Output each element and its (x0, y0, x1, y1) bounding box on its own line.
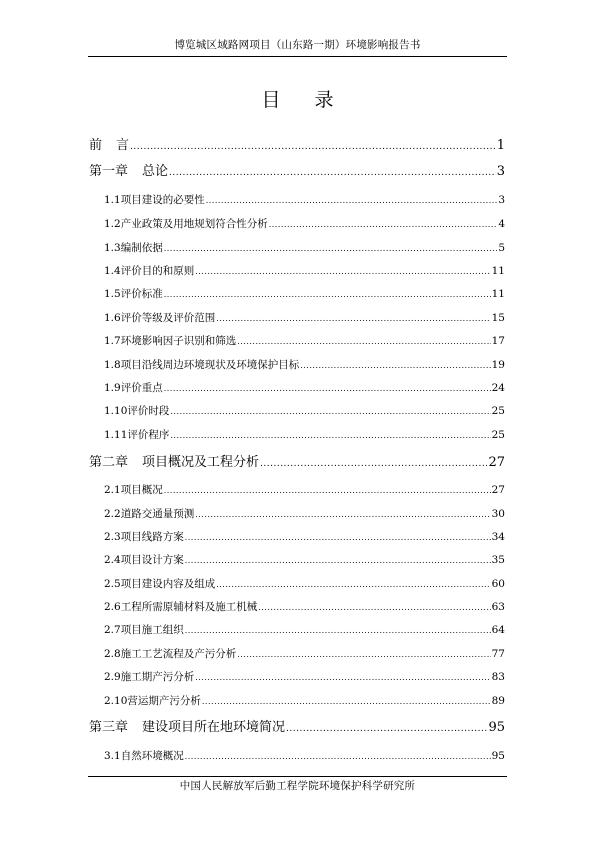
toc-entry-number: 1.4 (104, 265, 121, 277)
toc-entry-page-number: 34 (491, 531, 505, 543)
toc-entry-page-number: 25 (491, 429, 505, 441)
toc-entry[interactable] (104, 623, 505, 638)
toc-dot-leader (195, 507, 490, 522)
toc-entry[interactable] (104, 193, 505, 208)
header-rule (88, 56, 507, 57)
toc-entry[interactable] (104, 334, 505, 349)
toc-dot-leader (185, 749, 491, 764)
toc-title: 目 录 (261, 89, 348, 111)
toc-entry-number: 1.7 (104, 335, 121, 347)
toc-entry[interactable] (104, 530, 505, 545)
toc-entry-title: 评价重点 (120, 382, 163, 394)
toc-dot-leader (185, 623, 491, 638)
toc-entry-number: 2.9 (104, 671, 121, 683)
toc-dot-leader (195, 264, 490, 279)
toc-entry-number: 2.5 (104, 578, 121, 590)
toc-entry-number: 2.10 (104, 695, 128, 707)
toc-entry-number: 第三章 (89, 720, 129, 735)
toc-entry-title: 项目概况及工程分析 (142, 455, 260, 470)
toc-entry-title: 道路交通量预测 (120, 508, 195, 520)
toc-entry-page-number: 24 (491, 382, 505, 394)
toc-dot-leader (202, 694, 491, 709)
toc-entry-page-number: 3 (498, 194, 505, 206)
toc-entry-page-number: 3 (496, 164, 505, 179)
toc-entry-title: 产业政策及用地规划符合性分析 (120, 218, 268, 230)
toc-entry-title: 评价时段 (127, 405, 170, 417)
toc-entry-title: 自然环境概况 (120, 750, 184, 762)
toc-entry-title: 项目概况 (120, 484, 163, 496)
toc-dot-leader (216, 577, 490, 592)
toc-dot-leader (206, 193, 498, 208)
toc-dot-leader (185, 553, 491, 568)
toc-dot-leader (185, 530, 491, 545)
toc-entry[interactable] (104, 670, 505, 685)
toc-entry[interactable] (104, 217, 505, 232)
page-header: 博览城区域路网项目（山东路一期）环境影响报告书 (174, 39, 421, 51)
toc-dot-leader (164, 287, 491, 302)
toc-entry-page-number: 5 (498, 242, 505, 254)
toc-entry-number: 1.3 (104, 242, 121, 254)
toc-entry-number: 2.1 (104, 484, 121, 496)
toc-entry-number: 2.7 (104, 624, 121, 636)
toc-dot-leader (237, 647, 490, 662)
toc-entry[interactable] (104, 311, 505, 326)
toc-dot-leader (258, 600, 490, 615)
toc-entry-title: 施工工艺流程及产污分析 (120, 648, 237, 660)
toc-dot-leader (164, 381, 491, 396)
toc-dot-leader (164, 241, 498, 256)
toc-entry-page-number: 27 (491, 484, 505, 496)
toc-entry-page-number: 63 (491, 601, 505, 613)
toc-dot-leader (300, 358, 490, 373)
toc-dot-leader (216, 311, 490, 326)
toc-dot-leader (195, 670, 490, 685)
toc-entry-title: 项目设计方案 (120, 554, 184, 566)
toc-entry[interactable] (104, 483, 505, 498)
page-footer: 中国人民解放军后勤工程学院环境保护科学研究所 (179, 780, 416, 792)
toc-entry-number: 2.3 (104, 531, 121, 543)
toc-entry[interactable] (104, 404, 505, 419)
toc-entry-page-number: 77 (491, 648, 505, 660)
toc-dot-leader (260, 455, 487, 473)
toc-entry[interactable] (104, 577, 505, 592)
toc-entry-title: 施工期产污分析 (120, 671, 195, 683)
toc-dot-leader (164, 483, 491, 498)
toc-dot-leader (170, 404, 490, 419)
toc-entry-page-number: 60 (491, 578, 505, 590)
toc-entry[interactable] (104, 507, 505, 522)
toc-entry-title: 建设项目所在地环境简况 (142, 720, 286, 735)
toc-entry-number: 1.5 (104, 288, 121, 300)
toc-dot-leader (169, 164, 496, 182)
toc-entry-page-number: 89 (491, 695, 505, 707)
toc-entry-number: 第二章 (89, 455, 129, 470)
toc-dot-leader (269, 217, 498, 232)
toc-entry-title: 项目线路方案 (120, 531, 184, 543)
toc-entry-number: 1.8 (104, 359, 121, 371)
toc-entry-page-number: 17 (491, 335, 505, 347)
toc-entry-title: 评价程序 (127, 429, 170, 441)
toc-entry-title: 项目沿线周边环境现状及环境保护目标 (120, 359, 300, 371)
toc-entry[interactable] (104, 749, 505, 764)
toc-entry[interactable] (104, 600, 505, 615)
toc-entry-title: 总论 (142, 164, 169, 179)
toc-entry-page-number: 95 (488, 720, 505, 735)
toc-entry[interactable] (104, 428, 505, 443)
toc-entry-page-number: 35 (491, 554, 505, 566)
toc-entry[interactable] (104, 381, 505, 396)
toc-entry-page-number: 1 (496, 138, 505, 153)
toc-entry[interactable] (104, 358, 505, 373)
toc-entry-title: 项目建设的必要性 (120, 194, 205, 206)
toc-entry-number: 第一章 (89, 164, 129, 179)
toc-entry[interactable] (104, 264, 505, 279)
footer-rule (88, 776, 507, 777)
toc-entry-page-number: 4 (498, 218, 505, 230)
toc-entry-page-number: 11 (491, 288, 505, 300)
toc-entry-title: 评价标准 (120, 288, 163, 300)
toc-entry-page-number: 11 (491, 265, 505, 277)
toc-entry-page-number: 19 (491, 359, 505, 371)
toc-entry-title: 工程所需原辅材料及施工机械 (120, 601, 258, 613)
toc-entry[interactable] (104, 287, 505, 302)
toc-entry-number: 2.8 (104, 648, 121, 660)
toc-entry-number: 1.6 (104, 312, 121, 324)
toc-entry[interactable] (104, 647, 505, 662)
toc-entry-title: 言 (116, 138, 130, 153)
toc-entry-number: 3.1 (104, 750, 121, 762)
toc-entry-number: 1.9 (104, 382, 121, 394)
toc-entry-page-number: 83 (491, 671, 505, 683)
toc-entry-number: 前 (89, 138, 103, 153)
toc-entry-page-number: 15 (491, 312, 505, 324)
toc-dot-leader (237, 334, 490, 349)
toc-entry-title: 评价等级及评价范围 (120, 312, 216, 324)
toc-entry-number: 1.11 (104, 429, 128, 441)
toc-entry-number: 1.2 (104, 218, 121, 230)
toc-entry-number: 2.4 (104, 554, 121, 566)
toc-entry[interactable] (104, 241, 505, 256)
toc-entry-number: 1.10 (104, 405, 128, 417)
toc-entry-number: 2.2 (104, 508, 121, 520)
toc-dot-leader (170, 428, 490, 443)
toc-entry-page-number: 95 (491, 750, 505, 762)
toc-entry-page-number: 64 (491, 624, 505, 636)
toc-entry-title: 营运期产污分析 (127, 695, 201, 707)
toc-entry-page-number: 25 (491, 405, 505, 417)
toc-entry[interactable] (89, 163, 505, 182)
toc-entry-page-number: 27 (488, 455, 505, 470)
toc-entry-page-number: 30 (491, 508, 505, 520)
toc-entry-title: 项目施工组织 (120, 624, 184, 636)
toc-entry-number: 1.1 (104, 194, 121, 206)
toc-entry[interactable] (104, 553, 505, 568)
toc-entry[interactable] (89, 719, 505, 738)
toc-entry[interactable] (89, 137, 505, 156)
toc-entry-number: 2.6 (104, 601, 121, 613)
toc-dot-leader (286, 720, 487, 738)
toc-entry-title: 项目建设内容及组成 (120, 578, 216, 590)
toc-dot-leader (130, 138, 496, 156)
toc-entry[interactable] (89, 454, 505, 473)
toc-entry-title: 环境影响因子识别和筛选 (120, 335, 237, 347)
toc-entry[interactable] (104, 694, 505, 709)
toc-entry-title: 评价目的和原则 (120, 265, 195, 277)
toc-entry-title: 编制依据 (120, 242, 163, 254)
